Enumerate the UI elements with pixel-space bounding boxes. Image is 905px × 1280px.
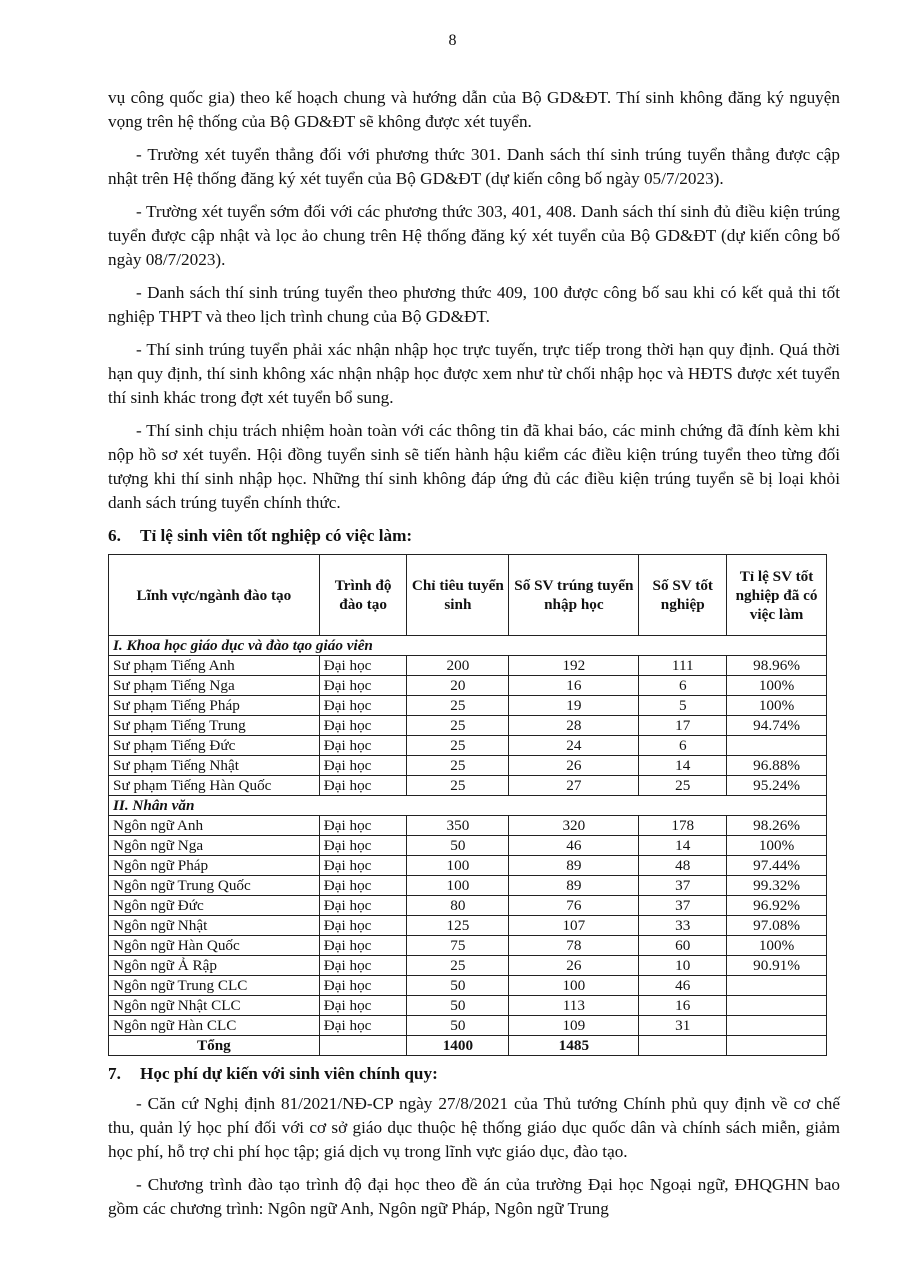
table-cell: 50: [407, 976, 509, 996]
total-row: [109, 1036, 827, 1056]
table-cell: Đại học: [319, 836, 407, 856]
table-row: [109, 836, 827, 856]
table-cell: Ngôn ngữ Nhật: [109, 916, 320, 936]
table-cell: Đại học: [319, 916, 407, 936]
section-title: Học phí dự kiến với sinh viên chính quy:: [140, 1064, 438, 1083]
table-cell: Đại học: [319, 1016, 407, 1036]
table-cell: Đại học: [319, 896, 407, 916]
table-cell: 98.26%: [727, 816, 827, 836]
table-cell: 14: [639, 836, 727, 856]
table-cell: 24: [509, 736, 639, 756]
paragraph: - Chương trình đào tạo trình độ đại học theo đề án của trường Đại học Ngoại ngữ, ĐHQGHN bao gồm các chương trình: Ngôn ngữ Anh, Ngôn ngữ Pháp, Ngôn ngữ Trung: [108, 1175, 840, 1218]
table-cell: 94.74%: [727, 716, 827, 736]
table-cell: Đại học: [319, 776, 407, 796]
table-cell: Ngôn ngữ Nga: [109, 836, 320, 856]
table-cell: 60: [639, 936, 727, 956]
table-cell: 100%: [727, 676, 827, 696]
table-cell: Đại học: [319, 676, 407, 696]
table-cell: Sư phạm Tiếng Nhật: [109, 756, 320, 776]
table-cell: Sư phạm Tiếng Đức: [109, 736, 320, 756]
table-cell: Đại học: [319, 656, 407, 676]
table-cell: Ngôn ngữ Anh: [109, 816, 320, 836]
group-row: [109, 636, 827, 656]
table-row: [109, 716, 827, 736]
section-6-heading: [108, 524, 840, 548]
table-cell: 320: [509, 816, 639, 836]
table-cell: Đại học: [319, 716, 407, 736]
table-cell: 98.96%: [727, 656, 827, 676]
table-cell: [727, 976, 827, 996]
paragraph: - Thí sinh chịu trách nhiệm hoàn toàn với các thông tin đã khai báo, các minh chứng đã đính kèm khi nộp hồ sơ xét tuyển. Hội đồng tuyển sinh sẽ tiến hành hậu kiểm các điều kiện trúng tuyển theo từng đối tượng khi thí sinh nhập học. Những thí sinh không đáp ứng đủ các điều kiện trúng tuyển sẽ bị loại khỏi danh sách trúng tuyển chính thức.: [108, 421, 840, 512]
table-cell: 14: [639, 756, 727, 776]
table-cell: 90.91%: [727, 956, 827, 976]
table-cell: 178: [639, 816, 727, 836]
table-cell: 17: [639, 716, 727, 736]
table-cell: [639, 1036, 727, 1056]
table-cell: 50: [407, 996, 509, 1016]
table-cell: Sư phạm Tiếng Pháp: [109, 696, 320, 716]
table-cell: [727, 736, 827, 756]
table-row: [109, 776, 827, 796]
table-cell: 95.24%: [727, 776, 827, 796]
table-cell: 100%: [727, 696, 827, 716]
table-cell: 25: [407, 696, 509, 716]
table-row: [109, 696, 827, 716]
table-cell: Sư phạm Tiếng Trung: [109, 716, 320, 736]
table-cell: 25: [407, 716, 509, 736]
table-cell: 5: [639, 696, 727, 716]
table-cell: 26: [509, 956, 639, 976]
table-row: [109, 816, 827, 836]
table-cell: Ngôn ngữ Hàn Quốc: [109, 936, 320, 956]
table-cell: 16: [639, 996, 727, 1016]
table-cell: 125: [407, 916, 509, 936]
section-number: 7.: [108, 1064, 121, 1083]
table-cell: Đại học: [319, 976, 407, 996]
table-row: [109, 736, 827, 756]
table-cell: 109: [509, 1016, 639, 1036]
group-row: [109, 796, 827, 816]
table-cell: 1485: [509, 1036, 639, 1056]
employment-rate-table: [108, 554, 827, 1056]
table-cell: 48: [639, 856, 727, 876]
table-row: [109, 916, 827, 936]
table-cell: Đại học: [319, 996, 407, 1016]
table-cell: Đại học: [319, 756, 407, 776]
table-row: [109, 896, 827, 916]
table-cell: 192: [509, 656, 639, 676]
group-title: II. Nhân văn: [109, 796, 827, 816]
table-cell: 99.32%: [727, 876, 827, 896]
table-cell: 28: [509, 716, 639, 736]
table-row: [109, 936, 827, 956]
table-cell: 16: [509, 676, 639, 696]
table-cell: Sư phạm Tiếng Hàn Quốc: [109, 776, 320, 796]
table-cell: [727, 1016, 827, 1036]
table-cell: 25: [407, 736, 509, 756]
table-cell: 78: [509, 936, 639, 956]
table-cell: 96.88%: [727, 756, 827, 776]
table-row: [109, 756, 827, 776]
table-cell: Ngôn ngữ Đức: [109, 896, 320, 916]
table-row: [109, 1016, 827, 1036]
table-cell: Đại học: [319, 816, 407, 836]
table-row: [109, 876, 827, 896]
table-cell: 50: [407, 836, 509, 856]
table-cell: Đại học: [319, 936, 407, 956]
paragraph: - Trường xét tuyển thẳng đối với phương thức 301. Danh sách thí sinh trúng tuyển thẳng được cập nhật trên Hệ thống đăng ký xét tuyển của Bộ GD&ĐT (dự kiến công bố ngày 05/7/2023).: [108, 145, 840, 188]
table-cell: [319, 1036, 407, 1056]
section-number: 6.: [108, 526, 121, 545]
table-cell: Đại học: [319, 876, 407, 896]
table-cell: 350: [407, 816, 509, 836]
table-cell: 46: [639, 976, 727, 996]
table-cell: 50: [407, 1016, 509, 1036]
table-cell: Tổng: [109, 1036, 320, 1056]
table-cell: 107: [509, 916, 639, 936]
group-title: I. Khoa học giáo dục và đào tạo giáo viên: [109, 636, 827, 656]
table-cell: 100%: [727, 936, 827, 956]
table-row: [109, 656, 827, 676]
table-cell: 25: [407, 756, 509, 776]
table-cell: 76: [509, 896, 639, 916]
table-row: [109, 856, 827, 876]
table-cell: 37: [639, 896, 727, 916]
table-cell: 100: [407, 876, 509, 896]
table-cell: 37: [639, 876, 727, 896]
table-cell: Ngôn ngữ Hàn CLC: [109, 1016, 320, 1036]
table-cell: Đại học: [319, 736, 407, 756]
table-cell: 6: [639, 676, 727, 696]
table-cell: 111: [639, 656, 727, 676]
table-cell: 200: [407, 656, 509, 676]
table-row: [109, 996, 827, 1016]
table-cell: 89: [509, 876, 639, 896]
page-number: 8: [448, 32, 457, 49]
table-row: [109, 956, 827, 976]
table-cell: 46: [509, 836, 639, 856]
table-cell: Đại học: [319, 956, 407, 976]
table-cell: 89: [509, 856, 639, 876]
column-header: Trình độ đào tạo: [319, 555, 407, 636]
table-header-row: [109, 555, 827, 636]
table-cell: 25: [407, 956, 509, 976]
table-cell: Sư phạm Tiếng Nga: [109, 676, 320, 696]
table-cell: Ngôn ngữ Trung Quốc: [109, 876, 320, 896]
table-cell: 31: [639, 1016, 727, 1036]
table-cell: 27: [509, 776, 639, 796]
table-cell: 19: [509, 696, 639, 716]
table-cell: [727, 1036, 827, 1056]
table-cell: 80: [407, 896, 509, 916]
table-cell: 100: [509, 976, 639, 996]
paragraph: - Danh sách thí sinh trúng tuyển theo phương thức 409, 100 được công bố sau khi có kết quả thi tốt nghiệp THPT và theo lịch trình chung của Bộ GD&ĐT.: [108, 283, 840, 326]
table-cell: 96.92%: [727, 896, 827, 916]
column-header: Tỉ lệ SV tốt nghiệp đã có việc làm: [727, 555, 827, 636]
table-cell: 1400: [407, 1036, 509, 1056]
table-cell: 97.08%: [727, 916, 827, 936]
table-cell: Ngôn ngữ Ả Rập: [109, 956, 320, 976]
table-row: [109, 676, 827, 696]
paragraph: - Căn cứ Nghị định 81/2021/NĐ-CP ngày 27/8/2021 của Thủ tướng Chính phủ quy định về cơ chế thu, quản lý học phí đối với cơ sở giáo dục thuộc hệ thống giáo dục quốc dân và chính sách miễn, giảm học phí, hỗ trợ chi phí học tập; giá dịch vụ trong lĩnh vực giáo dục, đào tạo.: [108, 1094, 840, 1161]
table-cell: [727, 996, 827, 1016]
table-cell: Đại học: [319, 696, 407, 716]
table-cell: 20: [407, 676, 509, 696]
table-cell: Ngôn ngữ Pháp: [109, 856, 320, 876]
table-cell: Ngôn ngữ Trung CLC: [109, 976, 320, 996]
table-cell: 75: [407, 936, 509, 956]
table-cell: 100%: [727, 836, 827, 856]
table-cell: 26: [509, 756, 639, 776]
table-cell: Ngôn ngữ Nhật CLC: [109, 996, 320, 1016]
column-header: Chỉ tiêu tuyển sinh: [407, 555, 509, 636]
column-header: Số SV trúng tuyển nhập học: [509, 555, 639, 636]
table-cell: 10: [639, 956, 727, 976]
column-header: Lĩnh vực/ngành đào tạo: [109, 555, 320, 636]
document-body: [108, 86, 840, 1230]
table-cell: Sư phạm Tiếng Anh: [109, 656, 320, 676]
table-cell: Đại học: [319, 856, 407, 876]
table-row: [109, 976, 827, 996]
table-cell: 6: [639, 736, 727, 756]
table-cell: 25: [407, 776, 509, 796]
section-title: Tỉ lệ sinh viên tốt nghiệp có việc làm:: [140, 526, 413, 545]
table-cell: 113: [509, 996, 639, 1016]
paragraph: - Thí sinh trúng tuyển phải xác nhận nhập học trực tuyến, trực tiếp trong thời hạn quy định. Quá thời hạn quy định, thí sinh không xác nhận nhập học được xem như từ chối nhập học và HĐTS được xét tuyển thí sinh khác trong đợt xét tuyển bổ sung.: [108, 340, 840, 407]
paragraph: - Trường xét tuyển sớm đối với các phương thức 303, 401, 408. Danh sách thí sinh đủ điều kiện trúng tuyển được cập nhật và lọc ảo chung trên Hệ thống đăng ký xét tuyển của Bộ GD&ĐT (dự kiến công bố ngày 08/7/2023).: [108, 202, 840, 269]
table-cell: 25: [639, 776, 727, 796]
table-cell: 100: [407, 856, 509, 876]
table-cell: 97.44%: [727, 856, 827, 876]
table-cell: 33: [639, 916, 727, 936]
column-header: Số SV tốt nghiệp: [639, 555, 727, 636]
paragraph: vụ công quốc gia) theo kế hoạch chung và hướng dẫn của Bộ GD&ĐT. Thí sinh không đăng ký nguyện vọng trên hệ thống của Bộ GD&ĐT sẽ không được xét tuyển.: [108, 88, 840, 131]
section-7-heading: [108, 1062, 840, 1086]
